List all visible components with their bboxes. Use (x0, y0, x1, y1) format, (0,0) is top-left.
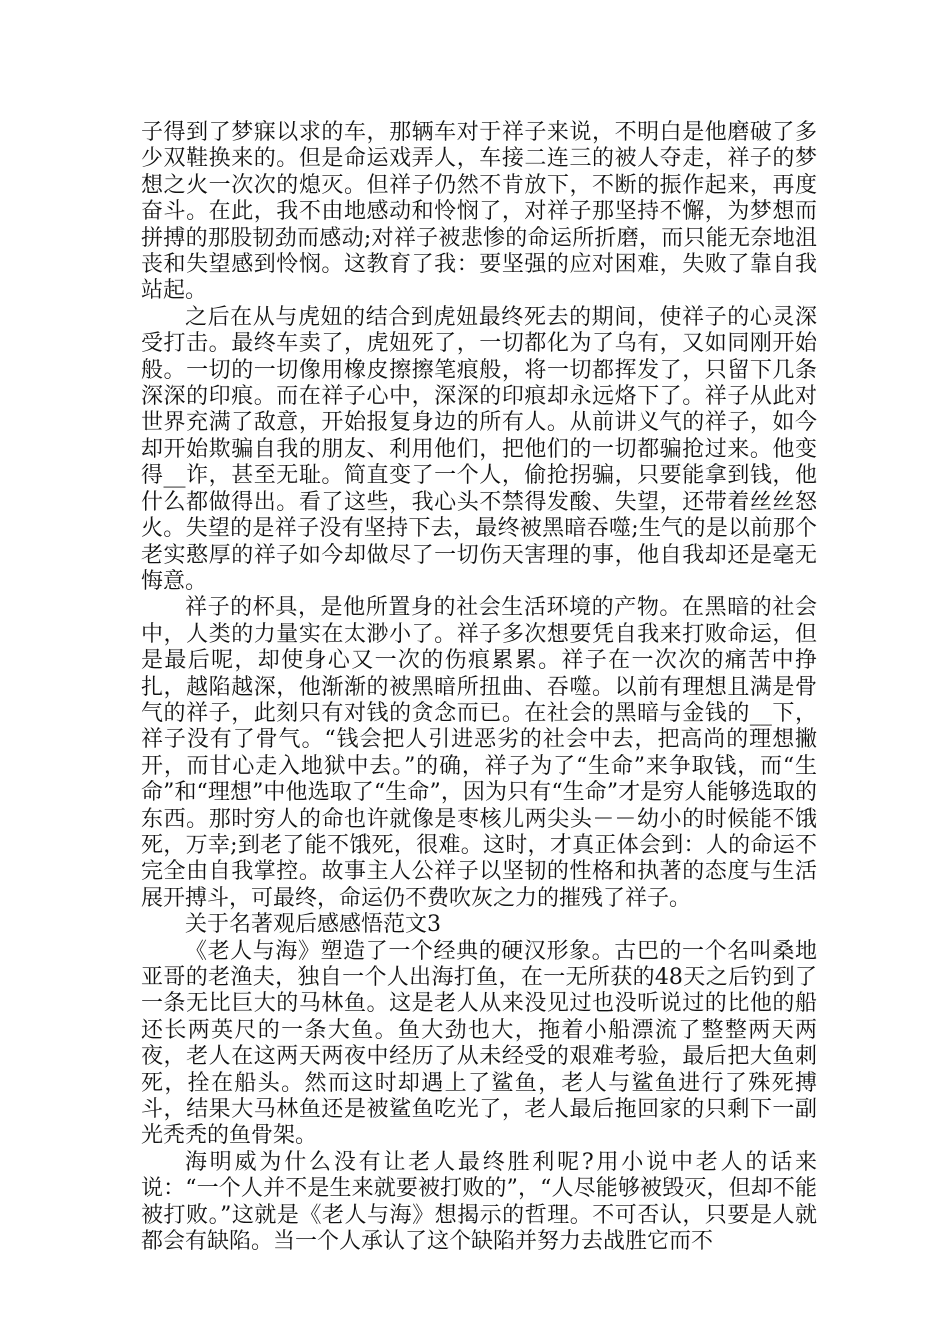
document-body (141, 120, 817, 1255)
paragraph-continuation: 子得到了梦寐以求的车，那辆车对于祥子来说，不明白是他磨破了多少双鞋换来的。但是命运戏弄人，车接二连三的被人夺走，祥子的梦想之火一次次的熄灭。但祥子仍然不肯放下，不断的振作起来，再度奋斗。在此，我不由地感动和怜悯了，对祥子那坚持不懈，为梦想而拼搏的那股韧劲而感动;对祥子被悲惨的命运所折磨，而只能无奈地沮丧和失望感到怜悯。这教育了我：要坚强的应对困难，失败了靠自我站起。 (141, 120, 817, 304)
paragraph: 海明威为什么没有让老人最终胜利呢?用小说中老人的话来说：“一个人并不是生来就要被打败的”，“人尽能够被毁灭，但却不能被打败。”这就是《老人与海》想揭示的哲理。不可否认，只要是人就都会有缺陷。当一个人承认了这个缺陷并努力去战胜它而不 (141, 1149, 817, 1255)
section-heading: 关于名著观后感感悟范文3 (185, 912, 441, 938)
paragraph: 祥子的杯具，是他所置身的社会生活环境的产物。在黑暗的社会中，人类的力量实在太渺小了。祥子多次想要凭自我来打败命运，但是最后呢，却使身心又一次的伤痕累累。祥子在一次次的痛苦中挣扎，越陷越深，他渐渐的被黑暗所扭曲、吞噬。以前有理想且满是骨气的祥子，此刻只有对钱的贪念而已。在社会的黑暗与金钱的__下，祥子没有了骨气。“钱会把人引进恶劣的社会中去，把高尚的理想撇开，而甘心走入地狱中去。”的确，祥子为了“生命”来争取钱，而“生命”和“理想”中他选取了“生命”，因为只有“生命”才是穷人能够选取的东西。那时穷人的命也许就像是枣核儿两尖头－－幼小的时候能不饿死，万幸;到老了能不饿死，很难。这时，才真正体会到：人的命运不完全由自我掌控。故事主人公祥子以坚韧的性格和执著的态度与生活展开搏斗，可最终，命运仍不费吹灰之力的摧残了祥子。 (141, 595, 817, 911)
paragraph: 之后在从与虎妞的结合到虎妞最终死去的期间，使祥子的心灵深受打击。最终车卖了，虎妞死了，一切都化为了乌有，又如同刚开始般。一切的一切像用橡皮擦擦笔痕般，将一切都挥发了，只留下几条深深的印痕。而在祥子心中，深深的印痕却永远烙下了。祥子从此对世界充满了敌意，开始报复身边的所有人。从前讲义气的祥子，如今却开始欺骗自我的朋友、利用他们，把他们的一切都骗抢过来。他变得__诈，甚至无耻。简直变了一个人，偷抢拐骗，只要能拿到钱，他什么都做得出。看了这些，我心头不禁得发酸、失望，还带着丝丝怒火。失望的是祥子没有坚持下去，最终被黑暗吞噬;生气的是以前那个老实憨厚的祥子如今却做尽了一切伤天害理的事，他自我却还是毫无悔意。 (141, 304, 817, 594)
paragraph: 《老人与海》塑造了一个经典的硬汉形象。古巴的一个名叫桑地亚哥的老渔夫，独自一个人出海打鱼，在一无所获的48天之后钓到了一条无比巨大的马林鱼。这是老人从来没见过也没听说过的比他的船还长两英尺的一条大鱼。鱼大劲也大，拖着小船漂流了整整两天两夜，老人在这两天两夜中经历了从未经受的艰难考验，最后把大鱼刺死，拴在船头。然而这时却遇上了鲨鱼，老人与鲨鱼进行了殊死搏斗，结果大马林鱼还是被鲨鱼吃光了，老人最后拖回家的只剩下一副光秃秃的鱼骨架。 (141, 938, 817, 1149)
